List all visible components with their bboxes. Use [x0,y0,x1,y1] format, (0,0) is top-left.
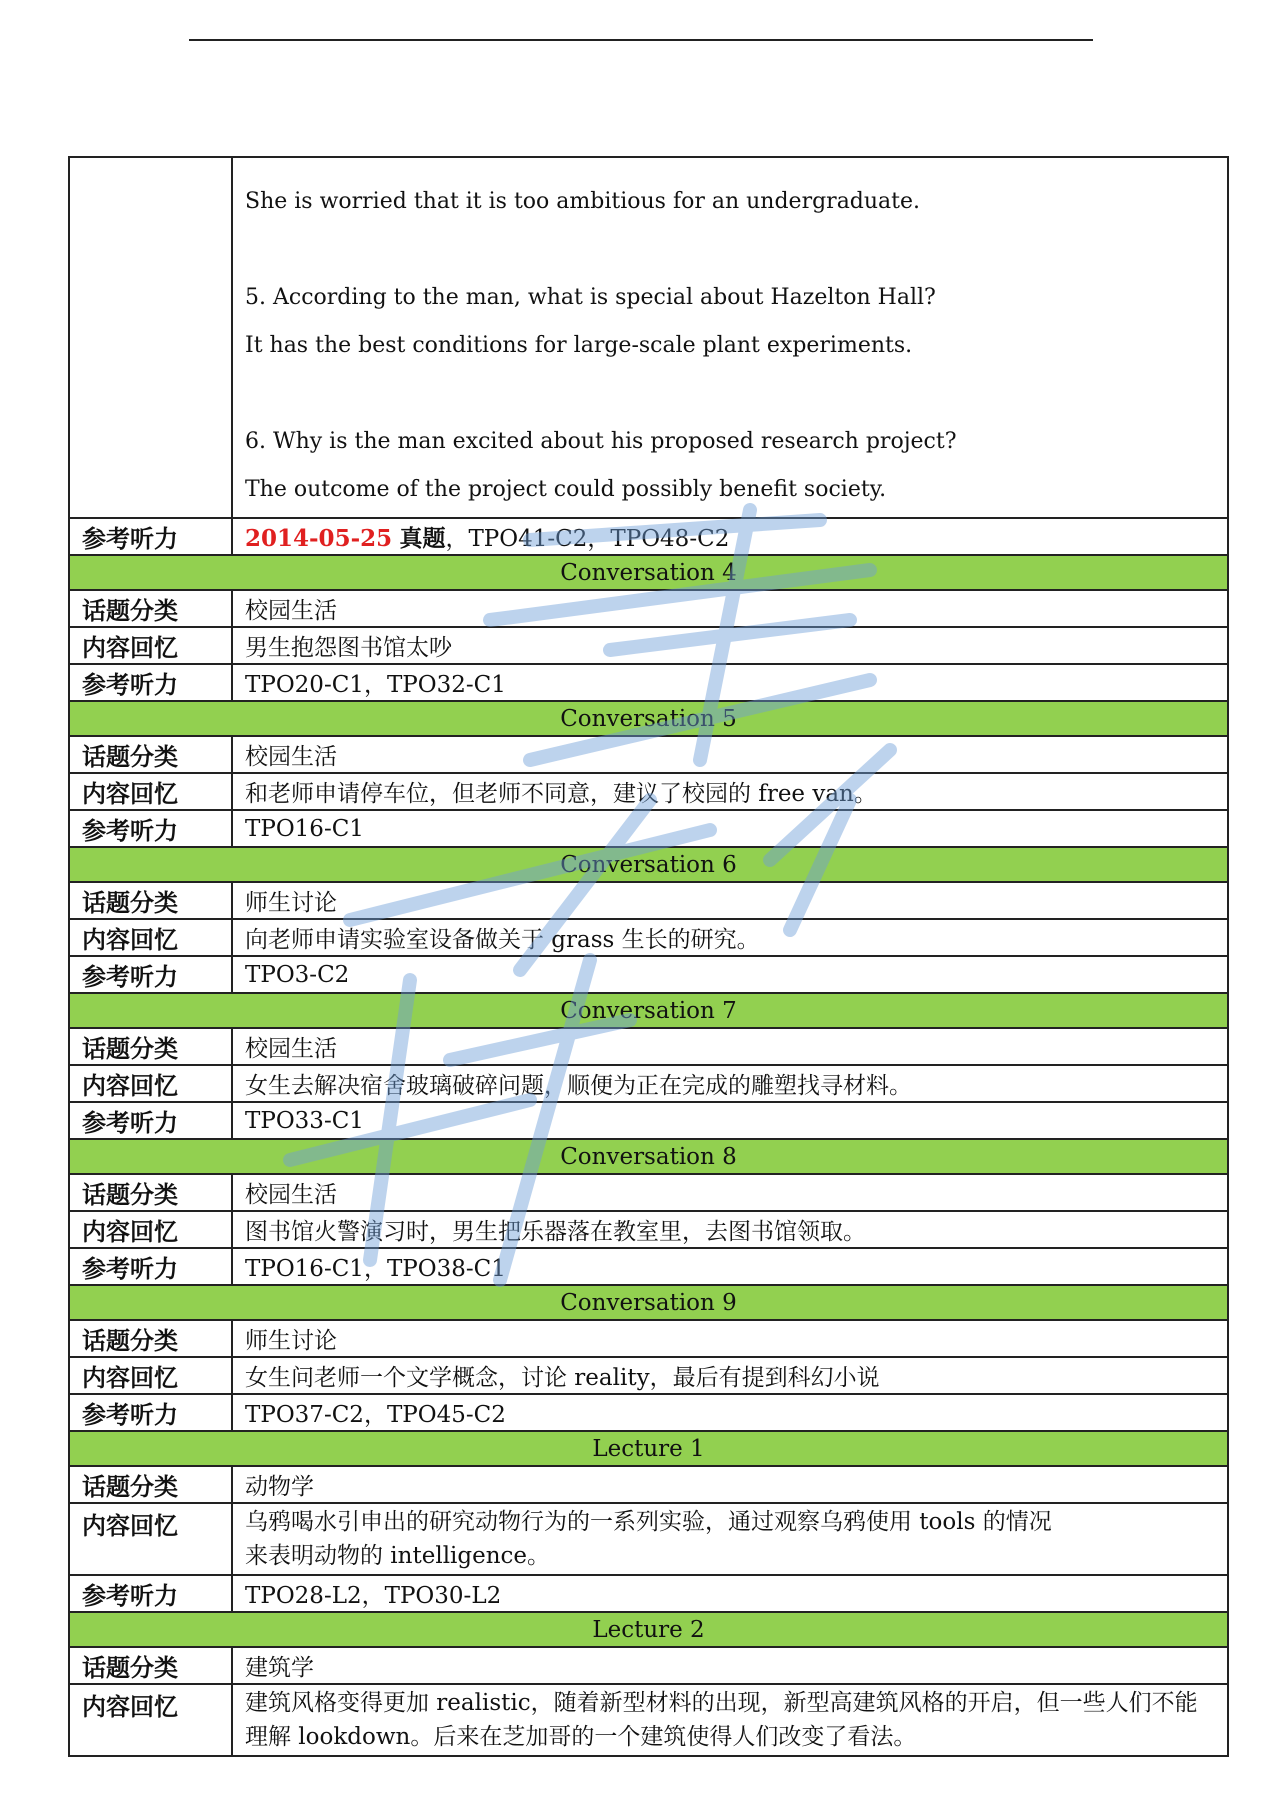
topic-row [69,1174,1228,1211]
content-row [69,1211,1228,1248]
content-row [69,919,1228,956]
content-label: 内容回忆 [69,1211,232,1248]
content-label: 内容回忆 [69,773,232,810]
ref-row [69,1102,1228,1139]
ref-row [69,1394,1228,1431]
section-title: Lecture 2 [69,1612,1228,1647]
section-header [69,701,1228,736]
ref-value: TPO37-C2，TPO45-C2 [232,1394,1228,1431]
topic-label: 话题分类 [69,590,232,627]
section-header [69,1139,1228,1174]
topic-row [69,1320,1228,1357]
ref-row [69,1575,1228,1612]
question-5: 5. According to the man, what is special about Hazelton Hall? [245,285,936,310]
ref-label: 参考听力 [69,956,232,993]
content-label: 内容回忆 [69,1503,232,1575]
ref-row [69,1248,1228,1285]
section-header [69,1431,1228,1466]
topic-value: 校园生活 [232,1174,1228,1211]
continuation-row [69,157,1228,518]
ref-label: 参考听力 [69,664,232,701]
section-title: Conversation 6 [69,847,1228,882]
ref-row [69,664,1228,701]
section-title: Conversation 5 [69,701,1228,736]
content-row [69,1357,1228,1394]
topic-label: 话题分类 [69,1174,232,1211]
section-header [69,1612,1228,1647]
topic-row [69,1028,1228,1065]
content-label: 内容回忆 [69,1684,232,1756]
topic-label: 话题分类 [69,1466,232,1503]
ref-value: TPO16-C1 [232,810,1228,847]
blank-line [245,226,1215,274]
content-value: 男生抱怨图书馆太吵 [232,627,1228,664]
content-value: 和老师申请停车位，但老师不同意，建议了校园的 free van。 [232,773,1228,810]
section-header [69,993,1228,1028]
ref-value: TPO33-C1 [232,1102,1228,1139]
section-header [69,555,1228,590]
topic-value: 校园生活 [232,1028,1228,1065]
content-label: 内容回忆 [69,919,232,956]
topic-value: 校园生活 [232,736,1228,773]
answer-6: The outcome of the project could possibly benefit society. [245,477,887,502]
topic-label: 话题分类 [69,736,232,773]
top-rule [189,39,1093,41]
content-value: 女生问老师一个文学概念，讨论 reality，最后有提到科幻小说 [232,1357,1228,1394]
topic-value: 建筑学 [232,1647,1228,1684]
topic-row [69,1466,1228,1503]
listening-table [68,156,1229,1757]
content-label: 内容回忆 [69,1065,232,1102]
topic-value: 校园生活 [232,590,1228,627]
ref-label: 参考听力 [69,1394,232,1431]
topic-row [69,1647,1228,1684]
ref-value: TPO20-C1，TPO32-C1 [232,664,1228,701]
section-title: Conversation 7 [69,993,1228,1028]
topic-value: 动物学 [232,1466,1228,1503]
section-header [69,1285,1228,1320]
topic-value: 师生讨论 [232,882,1228,919]
content-row [69,1065,1228,1102]
ref-value: TPO3-C2 [232,956,1228,993]
continuation-text [232,157,1228,518]
content-row [69,627,1228,664]
ref-value [232,518,1228,555]
content-value: 向老师申请实验室设备做关于 grass 生长的研究。 [232,919,1228,956]
text-line: She is worried that it is too ambitious for an undergraduate. [245,189,921,214]
ref-label: 参考听力 [69,810,232,847]
ref-label: 参考听力 [69,1102,232,1139]
ref-value: TPO16-C1，TPO38-C1 [232,1248,1228,1285]
answer-5: It has the best conditions for large-scale plant experiments. [245,333,913,358]
content-row [69,1684,1228,1756]
content-value: 建筑风格变得更加 realistic，随着新型材料的出现，新型高建筑风格的开启，但一些人们不能理解 lookdown。后来在芝加哥的一个建筑使得人们改变了看法。 [232,1684,1228,1756]
topic-label: 话题分类 [69,1028,232,1065]
section-title: Conversation 4 [69,555,1228,590]
content-row [69,1503,1228,1575]
real-exam-label: 真题 [399,526,446,552]
continuation-label-cell [69,157,232,518]
question-6: 6. Why is the man excited about his proposed research project? [245,429,957,454]
content-value: 女生去解决宿舍玻璃破碎问题，顺便为正在完成的雕塑找寻材料。 [232,1065,1228,1102]
exam-date: 2014-05-25 [245,525,393,552]
section-title: Conversation 9 [69,1285,1228,1320]
content-value: 乌鸦喝水引申出的研究动物行为的一系列实验，通过观察乌鸦使用 tools 的情况来表明动物的 intelligence。 [232,1503,1228,1575]
topic-row [69,590,1228,627]
ref-value: TPO28-L2，TPO30-L2 [232,1575,1228,1612]
blank-line [245,370,1215,418]
topic-label: 话题分类 [69,882,232,919]
topic-row [69,736,1228,773]
content-row [69,773,1228,810]
content-value: 图书馆火警演习时，男生把乐器落在教室里，去图书馆领取。 [232,1211,1228,1248]
ref-label: 参考听力 [69,518,232,555]
section-header [69,847,1228,882]
ref-row [69,956,1228,993]
ref-tpo-list: ，TPO41-C2，TPO48-C2 [445,526,730,552]
ref-row [69,810,1228,847]
section-title: Conversation 8 [69,1139,1228,1174]
ref-row-top [69,518,1228,555]
topic-label: 话题分类 [69,1647,232,1684]
topic-label: 话题分类 [69,1320,232,1357]
ref-label: 参考听力 [69,1248,232,1285]
content-label: 内容回忆 [69,1357,232,1394]
content-label: 内容回忆 [69,627,232,664]
topic-row [69,882,1228,919]
section-title: Lecture 1 [69,1431,1228,1466]
topic-value: 师生讨论 [232,1320,1228,1357]
ref-label: 参考听力 [69,1575,232,1612]
